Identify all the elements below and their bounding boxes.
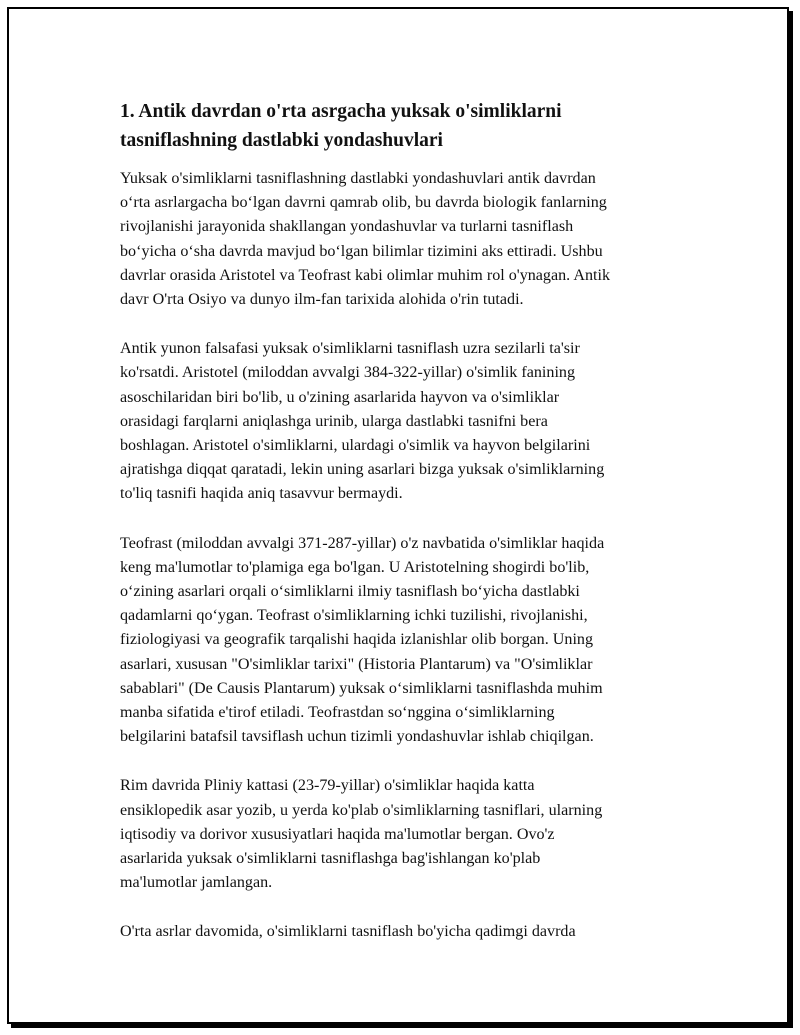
text-line: sabablari" (De Causis Plantarum) yuksak o‘simliklarni tasniflashda muhim (120, 679, 603, 697)
text-line: O'rta asrlar davomida, o'simliklarni tasniflash bo'yicha qadimgi davrda (120, 923, 576, 941)
text-line: orasidagi farqlarni aniqlashga urinib, ularga dastlabki tasnifni bera (120, 412, 548, 430)
page-frame (7, 7, 789, 1024)
document-body (120, 97, 700, 970)
paragraph-4 (120, 774, 700, 895)
text-line: iqtisodiy va dorivor xususiyatlari haqida ma'lumotlar bergan. Ovo'z (120, 825, 555, 843)
paragraph-5 (120, 920, 700, 944)
text-line: bo‘yicha o‘sha davrda mavjud bo‘lgan bilimlar tizimini aks ettiradi. Ushbu (120, 242, 603, 260)
text-line: fiziologiyasi va geografik tarqalishi haqida izlanishlar olib borgan. Uning (120, 631, 594, 649)
paragraph-1 (120, 167, 700, 312)
text-line: ma'lumotlar jamlangan. (120, 874, 273, 892)
text-line: Yuksak o'simliklarni tasniflashning dastlabki yondashuvlari antik davrdan (120, 170, 596, 187)
text-line: boshlagan. Aristotel o'simliklarni, ulardagi o'simlik va hayvon belgilarini (120, 437, 591, 455)
text-line: ko'rsatdi. Aristotel (miloddan avvalgi 384-322-yillar) o'simlik fanining (120, 364, 576, 382)
text-line: manba sifatida e'tirof etiladi. Teofrastdan so‘nggina o‘simliklarning (120, 704, 555, 722)
paragraph-3 (120, 532, 700, 750)
paragraph-2 (120, 337, 700, 506)
text-line: qadamlarni qo‘ygan. Teofrast o'simliklarning ichki tuzilishi, rivojlanishi, (120, 607, 588, 625)
text-line: asarlari, xususan "O'simliklar tarixi" (Historia Plantarum) va "O'simliklar (120, 655, 593, 673)
text-line: rivojlanishi jarayonida shakllangan yondashuvlar va turlarni tasniflash (120, 218, 574, 236)
text-line: Rim davrida Pliniy kattasi (23-79-yillar) o'simliklar haqida katta (120, 777, 535, 795)
text-line: keng ma'lumotlar to'plamiga ega bo'lgan. U Aristotelning shogirdi bo'lib, (120, 558, 590, 576)
text-line: ensiklopedik asar yozib, u yerda ko'plab o'simliklarning tasniflari, ularning (120, 801, 603, 819)
text-line: davrlar orasida Aristotel va Teofrast kabi olimlar muhim rol o'ynagan. Antik (120, 266, 610, 284)
text-line: o‘rta asrlargacha bo‘lgan davrni qamrab olib, bu davrda biologik fanlarning (120, 194, 607, 212)
heading-line: 1. Antik davrdan o'rta asrgacha yuksak o'simliklarni (120, 101, 562, 122)
text-line: asarlarida yuksak o'simliklarni tasniflashga bag'ishlangan ko'plab (120, 850, 541, 868)
section-heading (120, 97, 700, 155)
text-line: belgilarini batafsil tavsiflash uchun tizimli yondashuvlar ishlab chiqilgan. (120, 728, 594, 746)
text-line: ajratishga diqqat qaratadi, lekin uning asarlari bizga yuksak o'simliklarning (120, 461, 605, 479)
text-line: asoschilaridan biri bo'lib, u o'zining asarlarida hayvon va o'simliklar (120, 388, 560, 406)
text-line: Antik yunon falsafasi yuksak o'simliklarni tasniflash uzra sezilarli ta'sir (120, 340, 580, 358)
heading-line: tasniflashning dastlabki yondashuvlari (120, 130, 443, 151)
text-line: to'liq tasnifi haqida aniq tasavvur bermaydi. (120, 485, 403, 503)
text-line: o‘zining asarlari orqali o‘simliklarni ilmiy tasniflash bo‘yicha dastlabki (120, 583, 580, 601)
text-line: davr O'rta Osiyo va dunyo ilm-fan tarixida alohida o'rin tutadi. (120, 291, 524, 309)
text-line: Teofrast (miloddan avvalgi 371-287-yillar) o'z navbatida o'simliklar haqida (120, 534, 605, 552)
